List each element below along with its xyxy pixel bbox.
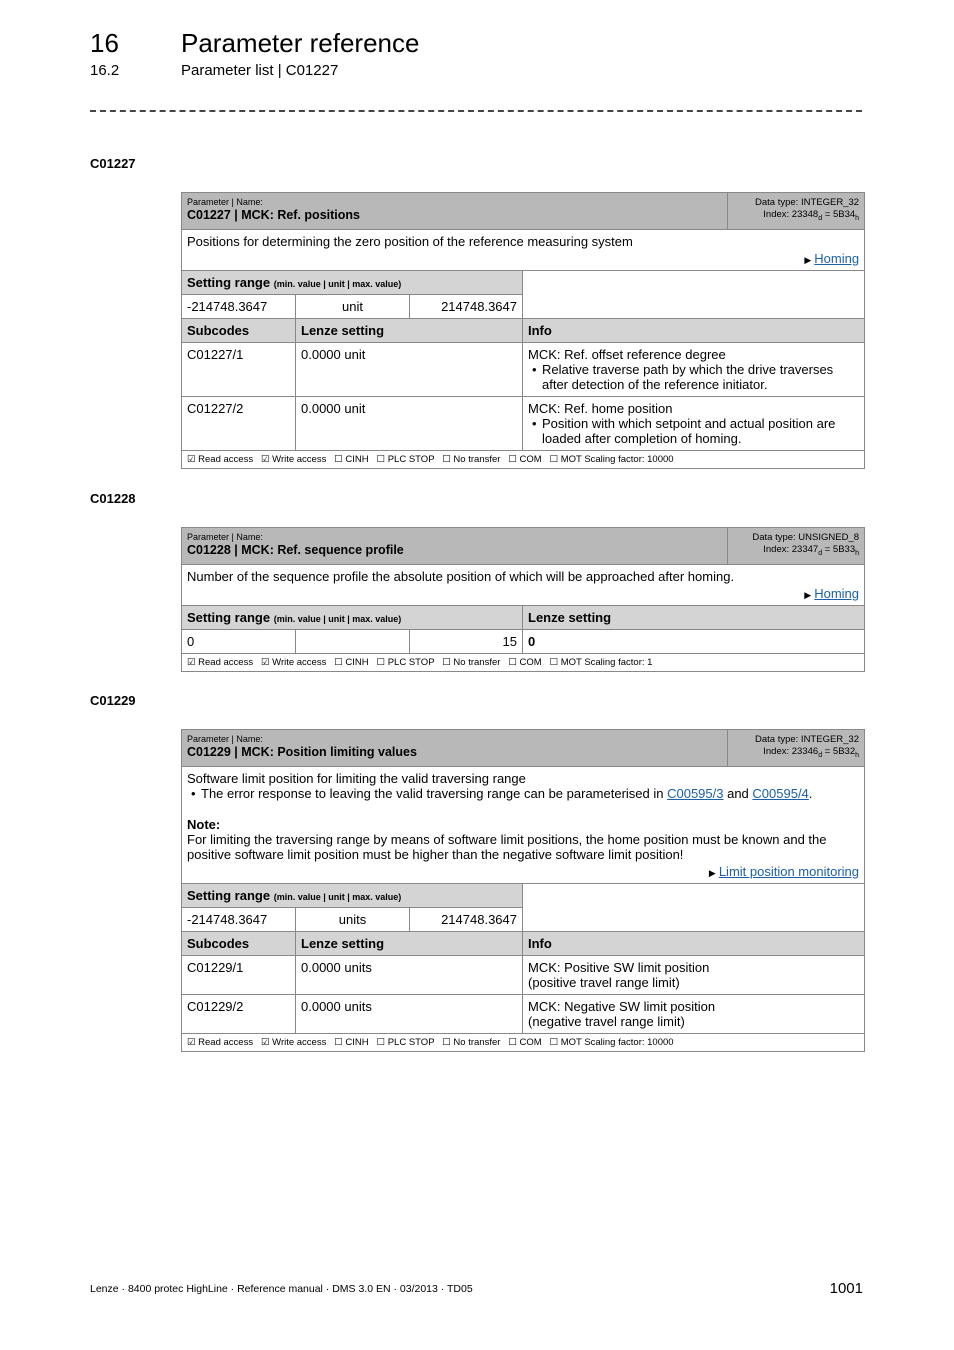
data-type-cell — [728, 193, 865, 230]
index: Index: $23346_d = 5B32_h$ — [763, 746, 860, 759]
param-table-c01228: Parameter | Name: C01228 | MCK: Ref. sequence profile Data type: UNSIGNED_8 Index: $23347_d = 5B33_h$ Number of the sequence profile the absolute position of which will be approached after homing. ▶ Homing Setting range (min. value | unit | max. value) Lenze setting 0 15 0 ☑ Read access ☑ Write access ☐ CINH ☐ PLC STOP ☐ No transfer ☐ COM ☐ MOT Scaling factor: 1 — [181, 527, 865, 672]
triangle-right-icon: ▶ — [804, 254, 812, 265]
chapter-title: Parameter reference — [181, 28, 420, 58]
chapter-number: 16 — [90, 28, 119, 58]
param-table-c01227 — [181, 192, 865, 469]
scaling-factor: Scaling factor: 10000 — [584, 1036, 674, 1048]
info-header: Info — [523, 931, 865, 955]
setting-range-header: Setting range (min. value | unit | max. value) — [182, 883, 523, 907]
description: Software limit position for limiting the valid traversing range — [187, 770, 526, 786]
data-type: Data type: INTEGER_32 — [754, 734, 860, 745]
param-name: C01228 | MCK: Ref. sequence profile — [187, 543, 404, 557]
scaling-factor: Scaling factor: 1 — [584, 656, 653, 668]
info-header: Info — [523, 318, 865, 342]
subcodes-header: Subcodes — [182, 931, 296, 955]
max-value: 15 — [410, 629, 523, 653]
lenze-setting-header: Lenze setting — [296, 931, 523, 955]
min-value: 0 — [182, 629, 296, 653]
param-name: C01229 | MCK: Position limiting values — [187, 745, 417, 759]
min-value: -214748.3647 — [182, 294, 296, 318]
lenze-value: 0 — [523, 629, 865, 653]
data-type: Data type: UNSIGNED_8 — [752, 532, 860, 543]
page-footer: Lenze · 8400 protec HighLine · Reference manual · DMS 3.0 EN · 03/2013 · TD05 — [90, 1283, 473, 1295]
description-bullet: • The error response to leaving the valid traversing range can be parameterised in C00595/3 and C00595/4. — [187, 786, 859, 801]
page-number: 1001 — [829, 1280, 863, 1297]
table-row: C01229/1 0.0000 units MCK: Positive SW limit position (positive travel range limit) — [182, 955, 865, 994]
description: Number of the sequence profile the absolute position of which will be approached after homing. — [187, 568, 735, 584]
description: Positions for determining the zero position of the reference measuring system — [187, 233, 633, 249]
param-label-c01227: C01227 — [90, 156, 136, 171]
lenze-setting-header: Lenze setting — [523, 605, 865, 629]
param-name-label: Parameter | Name: — [187, 197, 263, 207]
access-flags: ☑ Read access ☑ Write access ☐ CINH ☐ PLC STOP ☐ No transfer ☐ COM ☐ MOT Scaling factor: 10000 — [182, 450, 865, 468]
max-value: 214748.3647 — [410, 907, 523, 931]
param-label-c01229: C01229 — [90, 693, 136, 708]
max-value: 214748.3647 — [410, 294, 523, 318]
min-value: -214748.3647 — [182, 907, 296, 931]
param-name: C01227 | MCK: Ref. positions — [187, 208, 360, 222]
homing-link[interactable]: Homing — [814, 585, 860, 601]
table-row: C01227/2 0.0000 unit MCK: Ref. home position • Position with which setpoint and actual position are loaded after completion of homing. — [182, 396, 865, 450]
setting-range-header: Setting range (min. value | unit | max. value) — [182, 605, 523, 629]
access-flags: ☑ Read access ☑ Write access ☐ CINH ☐ PLC STOP ☐ No transfer ☐ COM ☐ MOT Scaling factor: 1 — [182, 653, 865, 671]
access-flags: ☑ Read access ☑ Write access ☐ CINH ☐ PLC STOP ☐ No transfer ☐ COM ☐ MOT Scaling factor: 10000 — [182, 1033, 865, 1051]
unit: unit — [296, 294, 410, 318]
param-header — [182, 193, 865, 230]
setting-range-header: Setting range (min. value | unit | max. value) — [182, 270, 523, 294]
section-number: 16.2 — [90, 62, 120, 79]
subcodes-header: Subcodes — [182, 318, 296, 342]
index: Index: $23348_d = 5B34_h$ — [763, 209, 860, 222]
setting-range-empty — [523, 270, 865, 318]
data-type: Data type: INTEGER_32 — [755, 197, 860, 208]
limit-position-monitoring-link[interactable]: Limit position monitoring — [718, 863, 860, 879]
param-table-c01229: Parameter | Name: C01229 | MCK: Position limiting values Data type: INTEGER_32 Index: $23346_d = 5B32_h$ Software limit position for limiting the valid traversing range • The error response to leaving the valid traversing range can be parameterised in C00595/3 and C00595/4. Note: For limiting the traversing range by means of software limit positions, the home position must be known and the positive software limit position must be higher than the negative software limit position! ▶ Limit position monitoring Setting range (min. value | unit | max. value) -214748.3647 units 214748.3647 Subcodes Lenze setting Info C01229/1 0.0000 units MCK: Positive SW limit position (positive travel range limit) C01229/2 0.0000 units MCK: Negative SW limit position (negative travel range limit) ☑ Read access ☑ Write access ☐ CINH ☐ PLC STOP ☐ No transfer ☐ COM ☐ MOT Scaling factor: 10000 — [181, 729, 865, 1052]
triangle-right-icon: ▶ — [708, 867, 716, 878]
header-divider — [90, 110, 862, 112]
table-row: C01229/2 0.0000 units MCK: Negative SW limit position (negative travel range limit) — [182, 994, 865, 1033]
triangle-right-icon: ▶ — [804, 589, 812, 600]
section-title: Parameter list | C01227 — [181, 62, 339, 79]
lenze-setting-header: Lenze setting — [296, 318, 523, 342]
table-row: C01227/1 0.0000 unit MCK: Ref. offset reference degree • Relative traverse path by which the drive traverses after detection of the reference initiator. — [182, 342, 865, 396]
c00595-3-link[interactable]: C00595/3 — [667, 785, 724, 801]
note-text: For limiting the traversing range by means of software limit positions, the home position must be known and the positive software limit position must be higher than the negative software limit position! — [187, 831, 827, 862]
c00595-4-link[interactable]: C00595/4 — [752, 785, 809, 801]
note-label: Note: — [187, 816, 221, 832]
unit: units — [296, 907, 410, 931]
param-label-c01228: C01228 — [90, 491, 136, 506]
scaling-factor: Scaling factor: 10000 — [584, 453, 674, 465]
description-cell — [182, 229, 865, 270]
unit — [296, 629, 410, 653]
index: Index: $23347_d = 5B33_h$ — [763, 544, 860, 557]
homing-link[interactable]: Homing — [814, 250, 860, 266]
